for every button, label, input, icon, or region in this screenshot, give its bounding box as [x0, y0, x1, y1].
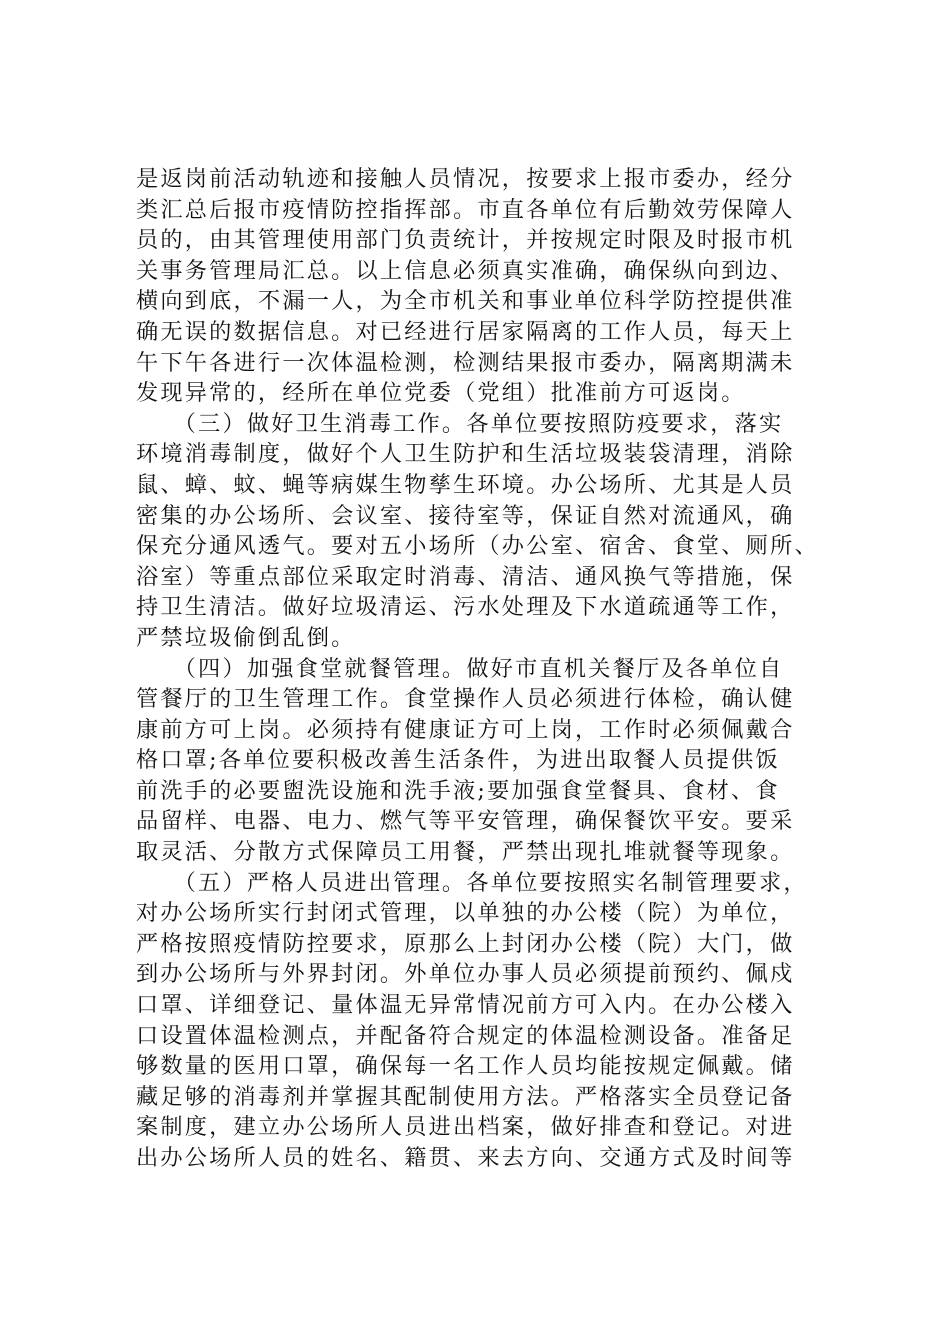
text-line: 口设置体温检测点，并配备符合规定的体温检测设备。准备足 [136, 1022, 795, 1049]
text-line: 环境消毒制度，做好个人卫生防护和生活垃圾装袋清理，消除 [136, 441, 795, 468]
text-line: 类汇总后报市疫情防控指挥部。市直各单位有后勤效劳保障人 [136, 196, 795, 223]
text-line: 关事务管理局汇总。以上信息必须真实准确，确保纵向到边、 [136, 257, 795, 284]
text-line: 出办公场所人员的姓名、籍贯、来去方向、交通方式及时间等 [136, 1145, 795, 1171]
text-line: 鼠、蟑、蚊、蝇等病媒生物孳生环境。办公场所、尤其是人员 [136, 471, 795, 498]
text-line: （五）严格人员进出管理。各单位要按照实名制管理要求， [136, 869, 808, 896]
text-line: 管餐厅的卫生管理工作。食堂操作人员必须进行体检，确认健 [136, 686, 795, 713]
text-line: 确无误的数据信息。对已经进行居家隔离的工作人员，每天上 [136, 318, 795, 345]
text-line: 发现异常的，经所在单位党委（党组）批准前方可返岗。 [136, 380, 746, 407]
text-line: 对办公场所实行封闭式管理，以单独的办公楼（院）为单位， [136, 900, 795, 927]
body-text [136, 164, 826, 1174]
text-line: 严禁垃圾偷倒乱倒。 [136, 624, 356, 651]
text-line: 密集的办公场所、会议室、接待室等，保证自然对流通风，确 [136, 502, 795, 529]
text-line: 浴室）等重点部位采取定时消毒、清洁、通风换气等措施，保 [136, 563, 795, 590]
text-line: 案制度，建立办公场所人员进出档案，做好排查和登记。对进 [136, 1114, 795, 1141]
text-line: 是返岗前活动轨迹和接触人员情况，按要求上报市委办，经分 [136, 166, 795, 192]
text-line: 藏足够的消毒剂并掌握其配制使用方法。严格落实全员登记备 [136, 1083, 795, 1110]
text-line: 口罩、详细登记、量体温无异常情况前方可入内。在办公楼入 [136, 992, 795, 1019]
text-line: （四）加强食堂就餐管理。做好市直机关餐厅及各单位自 [136, 655, 784, 682]
text-line: 康前方可上岗。必须持有健康证方可上岗，工作时必须佩戴合 [136, 716, 795, 743]
text-line: 严格按照疫情防控要求，原那么上封闭办公楼（院）大门，做 [136, 930, 795, 957]
text-line: 够数量的医用口罩，确保每一名工作人员均能按规定佩戴。储 [136, 1053, 795, 1080]
text-line: （三）做好卫生消毒工作。各单位要按照防疫要求，落实 [136, 410, 784, 437]
text-line: 取灵活、分散方式保障员工用餐，严禁出现扎堆就餐等现象。 [136, 839, 795, 866]
text-line: 品留样、电器、电力、燃气等平安管理，确保餐饮平安。要采 [136, 808, 795, 835]
text-line: 持卫生清洁。做好垃圾清运、污水处理及下水道疏通等工作， [136, 594, 795, 621]
text-line: 员的，由其管理使用部门负责统计，并按规定时限及时报市机 [136, 227, 795, 254]
text-line: 午下午各进行一次体温检测，检测结果报市委办，隔离期满未 [136, 349, 795, 376]
text-line: 格口罩;各单位要积极改善生活条件，为进出取餐人员提供饭 [136, 747, 780, 774]
text-line: 横向到底，不漏一人，为全市机关和事业单位科学防控提供准 [136, 288, 795, 315]
text-line: 保充分通风透气。要对五小场所（办公室、宿舍、食堂、厕所、 [136, 533, 819, 560]
text-line: 前洗手的必要盥洗设施和洗手液;要加强食堂餐具、食材、食 [136, 777, 780, 804]
text-line: 到办公场所与外界封闭。外单位办事人员必须提前预约、佩戍 [136, 961, 795, 988]
